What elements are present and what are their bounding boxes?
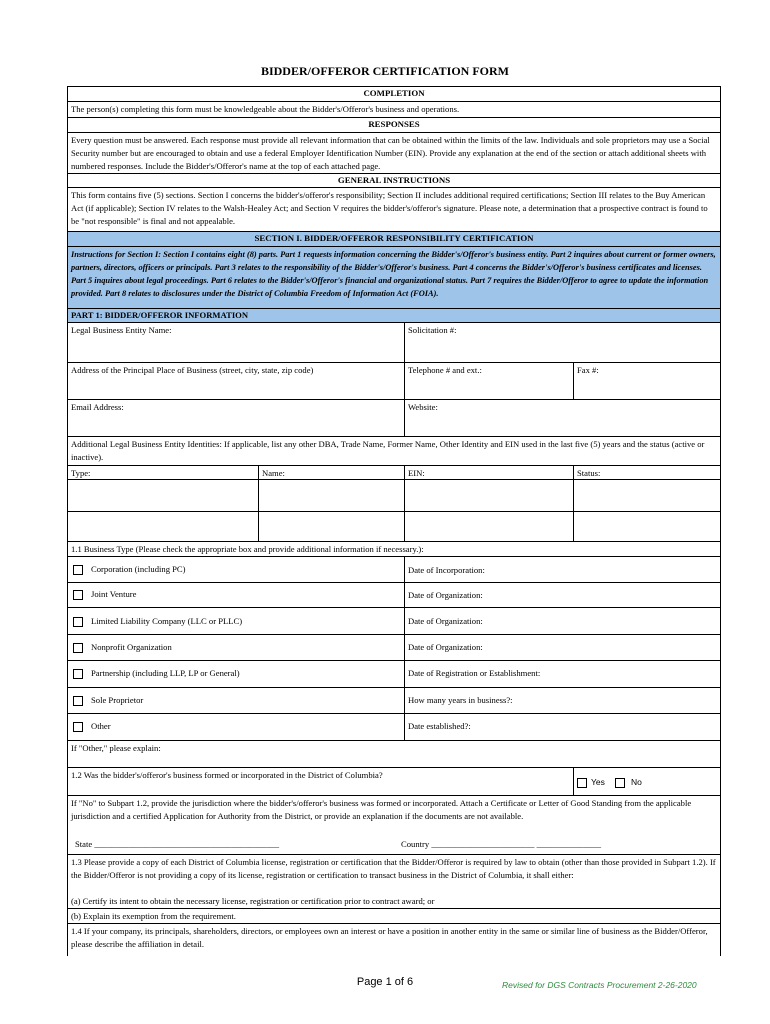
section1-heading: SECTION I. BIDDER/OFFEROR RESPONSIBILITY CERTIFICATION — [68, 231, 720, 246]
additional-identities-text: Additional Legal Business Entity Identities: If applicable, list any other DBA, Trade Name, Former Name, Other Identity and EIN used in the last five (5) years and the status (active or inactive). — [68, 436, 720, 465]
business-type-row — [68, 556, 720, 582]
general-instructions-text: This form contains five (5) sections. Section I concerns the bidder's/offeror's responsibility; Section II includes additional required certifications; Section III relates to the Buy American Act (if applicable); Section IV relates to the Walsh-Healey Act; and Section V requires the bidder's/offeror's signature. Please note, a determination that a prospective contract is found to be "not responsible" is final and not appealable. — [68, 187, 720, 231]
llc-detail[interactable]: Date of Organization: — [404, 608, 720, 634]
q12-if-no-text: If "No" to Subpart 1.2, provide the jurisdiction where the bidder's/offeror's business was formed or incorporated. Attach a Certificate or Letter of Good Standing from the applicable jurisdiction and a certified Application for Authority from the District, or provide an explanation if the documents are not available. — [68, 795, 720, 830]
q13-option-a: (a) Certify its intent to obtain the necessary license, registration or certification prior to contract award; or — [71, 896, 435, 906]
country-field[interactable]: Country ________________________ _______________ — [401, 839, 602, 849]
col-type: Type: — [71, 468, 91, 478]
other-label: Other — [91, 721, 111, 731]
business-type-row — [68, 634, 720, 660]
completion-text: The person(s) completing this form must be knowledgeable about the Bidder's/Offeror's business and operations. — [68, 101, 720, 117]
fax-field[interactable]: Fax #: — [573, 363, 720, 399]
identity-name-input[interactable] — [258, 480, 404, 511]
joint-venture-label: Joint Venture — [91, 589, 137, 599]
revision-note: Revised for DGS Contracts Procurement 2-26-2020 — [502, 980, 697, 990]
q13-text: 1.3 Please provide a copy of each District of Columbia license, registration or certification that the Bidder/Offeror is required by law to obtain (other than those provided in Subpart 1.2). If the Bidder/Offeror is not providing a copy of its license, registration or certification to transact business in the District of Columbia, it shall either: — [68, 854, 720, 897]
identity-name-input[interactable] — [258, 512, 404, 541]
business-type-question: 1.1 Business Type (Please check the appropriate box and provide additional information if necessary.): — [68, 541, 720, 556]
partnership-checkbox[interactable] — [73, 669, 83, 679]
joint-venture-checkbox[interactable] — [73, 590, 83, 600]
legal-name-field[interactable]: Legal Business Entity Name: — [71, 325, 172, 335]
nonprofit-label: Nonprofit Organization — [91, 642, 172, 652]
identities-row — [68, 479, 720, 511]
email-row — [68, 399, 720, 436]
address-row — [68, 362, 720, 399]
identity-status-input[interactable] — [573, 480, 720, 511]
page-number: Page 1 of 6 — [356, 976, 414, 988]
state-field[interactable]: State ___________________________________________ — [75, 839, 280, 849]
business-type-row — [68, 607, 720, 634]
sole-proprietor-detail[interactable]: How many years in business?: — [404, 688, 720, 713]
joint-venture-detail[interactable]: Date of Organization: — [404, 583, 720, 607]
q12-row — [68, 767, 720, 795]
identities-row — [68, 511, 720, 541]
solicitation-field[interactable]: Solicitation #: — [404, 323, 720, 362]
sole-proprietor-checkbox[interactable] — [73, 696, 83, 706]
q12-question — [68, 768, 573, 795]
yes-checkbox[interactable] — [577, 778, 587, 788]
q12-question-text: 1.2 Was the bidder's/offeror's business formed or incorporated in the District of Columbia? — [71, 770, 383, 780]
address-field[interactable]: Address of the Principal Place of Business (street, city, state, zip code) — [71, 365, 314, 375]
other-checkbox[interactable] — [73, 722, 83, 732]
col-name: Name: — [258, 466, 404, 479]
jurisdiction-row — [68, 830, 720, 854]
part1-heading — [68, 308, 720, 322]
identities-header-row — [68, 465, 720, 479]
responses-text: Every question must be answered. Each response must provide all relevant information that can be obtained within the limits of the law. Individuals and sole proprietors may use a Social Security number but are encouraged to obtain and use a federal Employer Identification Number (EIN). Provide any explanation at the end of the section or attach additional sheets with numbered responses. Include the Bidder's/Offeror's name at the top of each attached page. — [68, 132, 720, 173]
nonprofit-checkbox[interactable] — [73, 643, 83, 653]
partnership-detail[interactable]: Date of Registration or Establishment: — [404, 661, 720, 687]
nonprofit-detail[interactable]: Date of Organization: — [404, 635, 720, 660]
other-detail[interactable]: Date established?: — [404, 714, 720, 740]
legal-name-row — [68, 322, 720, 362]
llc-label: Limited Liability Company (LLC or PLLC) — [91, 616, 243, 626]
identity-type-input[interactable] — [68, 512, 258, 541]
other-explain-field[interactable]: If "Other," please explain: — [68, 740, 720, 767]
form-title: BIDDER/OFFEROR CERTIFICATION FORM — [260, 64, 510, 78]
section1-instructions — [68, 246, 720, 308]
section1-instructions-text: Instructions for Section I: Section I contains eight (8) parts. Part 1 requests information concerning the Bidder's/Offeror's business entity. Part 2 inquires about current or former owners, partners, directors, officers or principals. Part 3 relates to the responsibility of the Bidder's/Offeror's business. Part 4 concerns the Bidder's/Offeror's business certificates and licenses. Part 5 inquires about legal proceedings. Part 6 relates to the Bidder's/Offeror's financial and organizational status. Part 7 requires the Bidder/Offeror to agree to update the information provided. Part 8 relates to disclosures under the District of Columbia Freedom of Information Act (FOIA). — [71, 250, 716, 298]
business-type-row — [68, 713, 720, 740]
corporation-checkbox[interactable] — [73, 565, 83, 575]
q12-answer — [573, 768, 720, 795]
completion-heading: COMPLETION — [68, 86, 720, 101]
no-label: No — [631, 777, 642, 787]
identity-ein-input[interactable] — [404, 512, 573, 541]
col-ein: EIN: — [404, 466, 573, 479]
business-type-row — [68, 582, 720, 607]
partnership-label: Partnership (including LLP, LP or General) — [91, 668, 240, 678]
col-status: Status: — [573, 466, 720, 479]
corporation-detail[interactable]: Date of Incorporation: — [404, 557, 720, 582]
no-checkbox[interactable] — [615, 778, 625, 788]
identity-type-input[interactable] — [68, 480, 258, 511]
business-type-row — [68, 687, 720, 713]
business-type-row — [68, 660, 720, 687]
website-field[interactable]: Website: — [404, 400, 720, 436]
identity-ein-input[interactable] — [404, 480, 573, 511]
email-field[interactable]: Email Address: — [71, 402, 124, 412]
responses-heading: RESPONSES — [68, 117, 720, 132]
sole-proprietor-label: Sole Proprietor — [91, 695, 144, 705]
telephone-field[interactable]: Telephone # and ext.: — [404, 363, 573, 399]
identity-status-input[interactable] — [573, 512, 720, 541]
yes-label: Yes — [591, 777, 605, 787]
q14-text: 1.4 If your company, its principals, shareholders, directors, or employees own an interest or have a position in another entity in the same or similar line of business as the Bidder/Offeror, please describe the affiliation in detail. — [68, 923, 720, 956]
corporation-label: Corporation (including PC) — [91, 564, 186, 574]
certification-form — [67, 86, 721, 956]
q13-option-b: (b) Explain its exemption from the requirement. — [68, 908, 720, 923]
general-instructions-heading: GENERAL INSTRUCTIONS — [68, 173, 720, 187]
llc-checkbox[interactable] — [73, 617, 83, 627]
part1-heading-text: PART 1: BIDDER/OFFEROR INFORMATION — [71, 310, 249, 320]
